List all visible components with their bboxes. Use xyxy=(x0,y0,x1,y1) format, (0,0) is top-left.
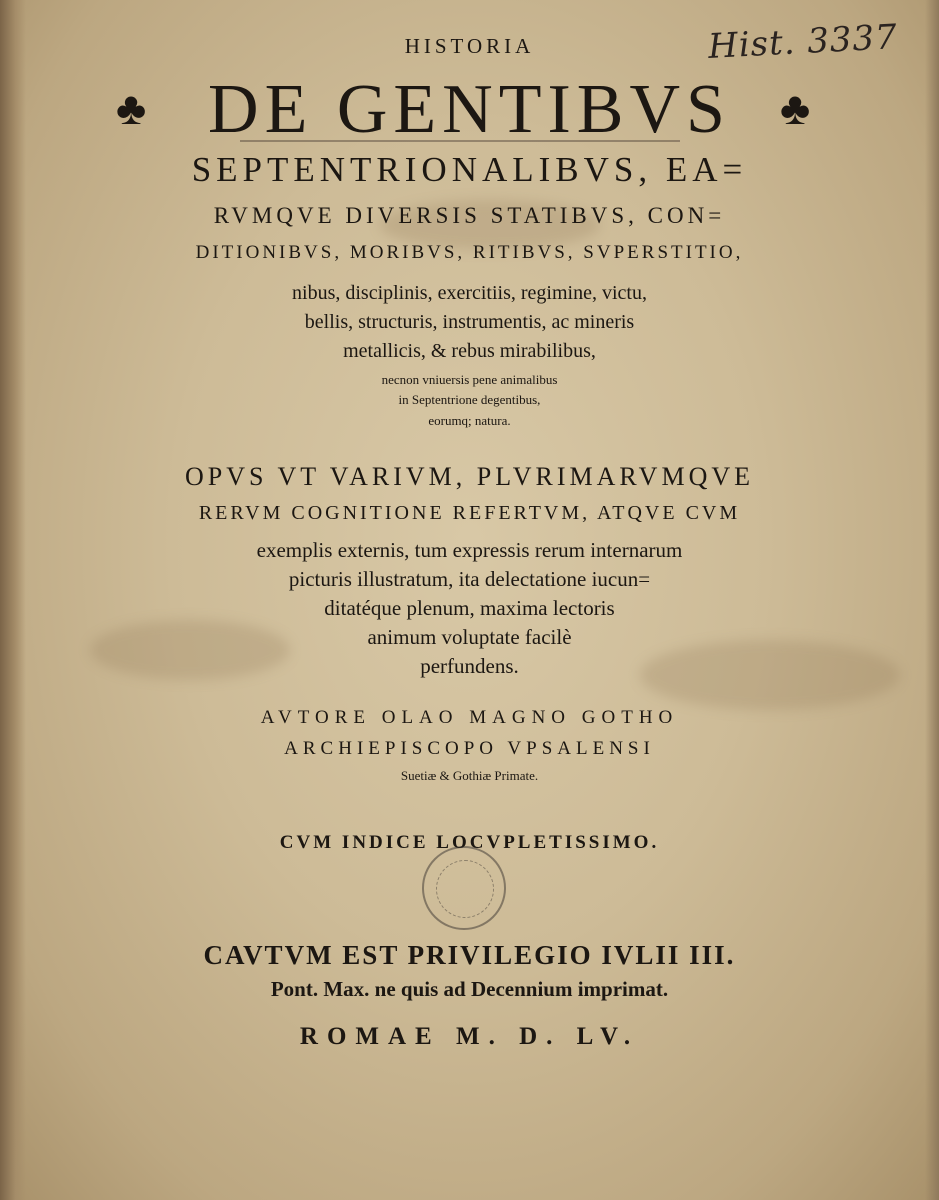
title-line: SEPTENTRIONALIBVS, EA= xyxy=(191,150,748,189)
club-fleuron-icon: ♣ xyxy=(780,83,811,134)
index-line: CVM INDICE LOCVPLETISSIMO. xyxy=(279,832,660,853)
body-line: ditatéque plenum, maxima lectoris xyxy=(324,596,615,620)
title-main: DE GENTIBVS xyxy=(208,71,731,148)
body-line: nibus, disciplinis, exercitiis, regimine, victu, xyxy=(292,282,647,304)
body-line-small: eorumq; natura. xyxy=(428,413,511,428)
body-line: exemplis externis, tum expressis rerum internarum xyxy=(256,538,683,562)
imprint-line: ROMAE M. D. LV. xyxy=(299,1023,640,1050)
body-line: picturis illustratum, ita delectatione iucun= xyxy=(288,567,651,591)
body-line: metallicis, & rebus mirabilibus, xyxy=(343,340,596,362)
author-line: ARCHIEPISCOPO VPSALENSI xyxy=(284,738,655,759)
title-line: RVMQVE DIVERSIS STATIBVS, CON= xyxy=(213,203,726,228)
divider xyxy=(240,140,680,142)
body-line: bellis, structuris, instrumentis, ac mineris xyxy=(304,311,635,333)
body-line: animum voluptate facilè xyxy=(367,625,572,649)
club-fleuron-icon: ♣ xyxy=(116,83,147,134)
privilege-line: CAVTVM EST PRIVILEGIO IVLII III. xyxy=(203,940,736,970)
author-subline: Suetiæ & Gothiæ Primate. xyxy=(400,768,539,783)
handwritten-shelfmark: Hist. 3337 xyxy=(707,17,899,67)
library-stamp-icon xyxy=(422,846,506,930)
body-line-small: in Septentrione degentibus, xyxy=(398,392,541,407)
title-line: HISTORIA xyxy=(404,34,535,58)
body-line-small: necnon vniuersis pene animalibus xyxy=(381,372,558,387)
title-line: DITIONIBVS, MORIBVS, RITIBVS, SVPERSTITIO, xyxy=(195,242,744,263)
privilege-subline: Pont. Max. ne quis ad Decennium imprimat. xyxy=(270,977,669,1001)
body-line: perfundens. xyxy=(420,654,519,678)
title-line: OPVS VT VARIVM, PLVRIMARVMQVE xyxy=(184,462,755,491)
author-line: AVTORE OLAO MAGNO GOTHO xyxy=(260,707,679,728)
title-line: RERVM COGNITIONE REFERTVM, ATQVE CVM xyxy=(198,502,741,524)
